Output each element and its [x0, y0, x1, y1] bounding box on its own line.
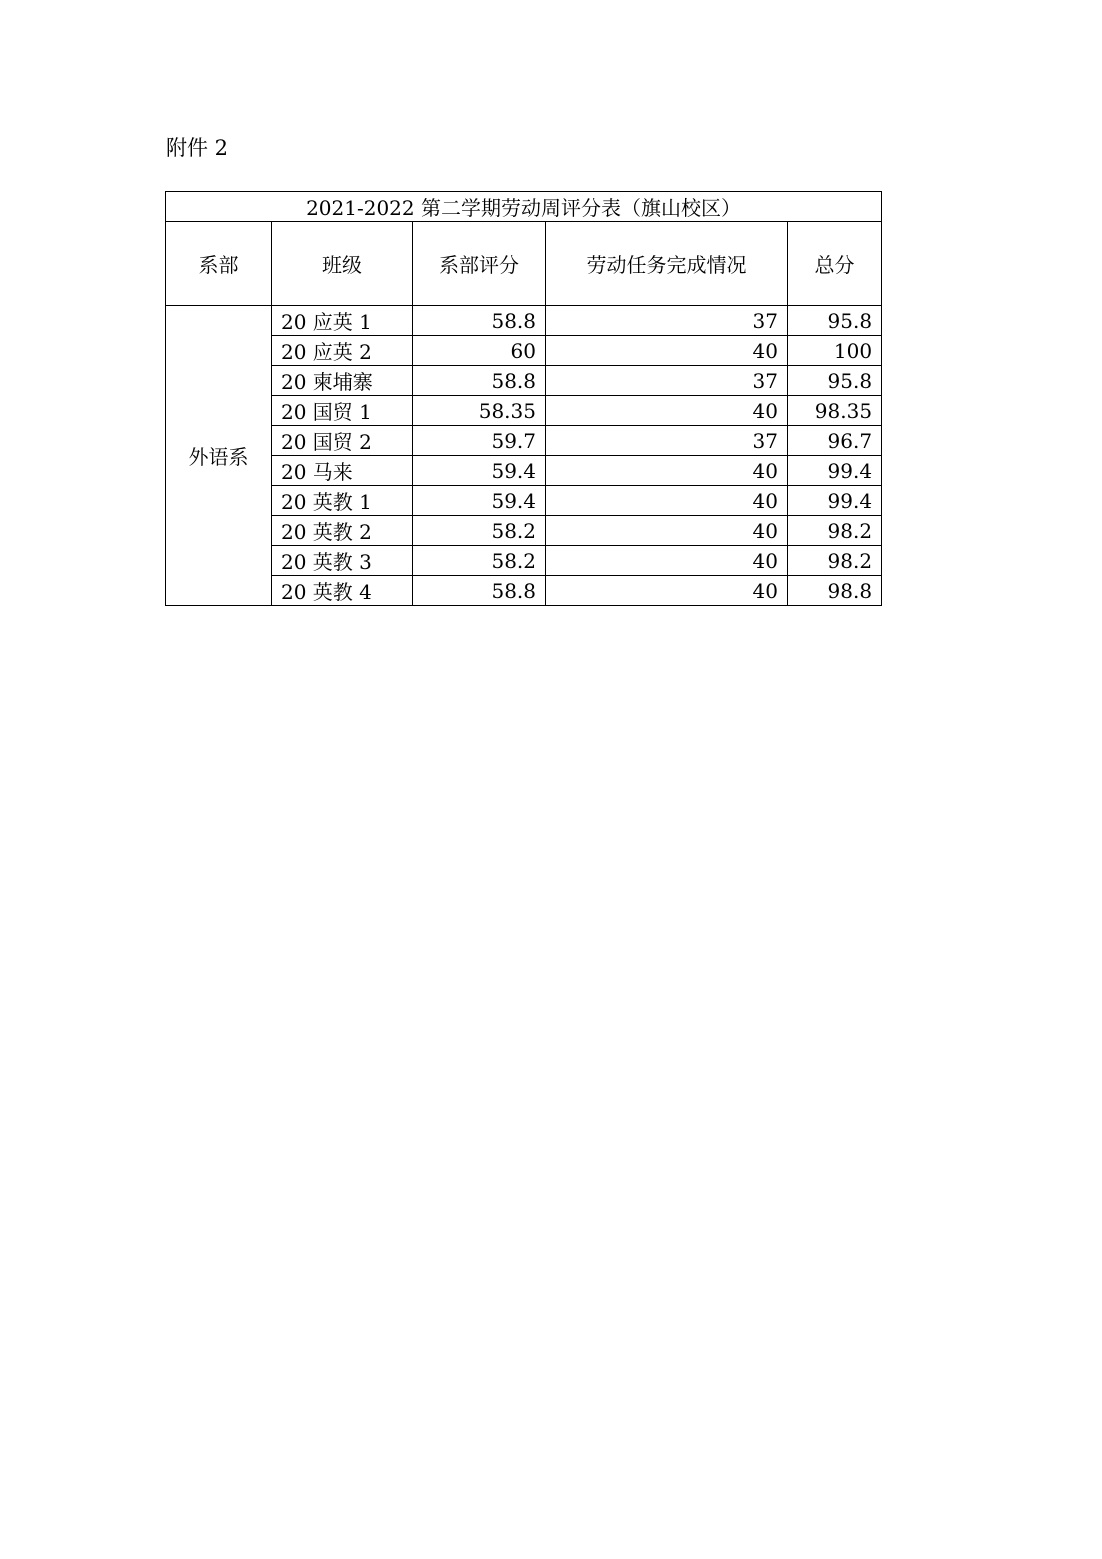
total-score-cell: 98.2 — [788, 516, 882, 546]
total-score-cell: 99.4 — [788, 486, 882, 516]
attachment-label: 附件 2 — [166, 136, 229, 160]
dept-score-cell: 59.7 — [413, 426, 546, 456]
task-score-cell: 37 — [546, 426, 788, 456]
class-cell: 20 国贸 2 — [272, 426, 413, 456]
dept-score-cell: 58.35 — [413, 396, 546, 426]
table-row — [166, 396, 882, 426]
task-score-cell: 37 — [546, 366, 788, 396]
task-score-cell: 40 — [546, 516, 788, 546]
total-score-cell: 100 — [788, 336, 882, 366]
total-score-cell: 98.35 — [788, 396, 882, 426]
class-cell: 20 英教 2 — [272, 516, 413, 546]
header-task-completion: 劳动任务完成情况 — [546, 222, 788, 306]
total-score-cell: 98.2 — [788, 546, 882, 576]
department-cell: 外语系 — [166, 306, 272, 606]
class-cell: 20 柬埔寨 — [272, 366, 413, 396]
total-score-cell: 96.7 — [788, 426, 882, 456]
dept-score-cell: 58.8 — [413, 576, 546, 606]
dept-score-cell: 58.8 — [413, 366, 546, 396]
header-total-score: 总分 — [788, 222, 882, 306]
header-class: 班级 — [272, 222, 413, 306]
table-row — [166, 306, 882, 336]
class-cell: 20 英教 1 — [272, 486, 413, 516]
class-cell: 20 国贸 1 — [272, 396, 413, 426]
table-row — [166, 486, 882, 516]
dept-score-cell: 59.4 — [413, 456, 546, 486]
table-title: 2021-2022 第二学期劳动周评分表（旗山校区） — [166, 192, 882, 222]
task-score-cell: 40 — [546, 546, 788, 576]
header-department: 系部 — [166, 222, 272, 306]
class-cell: 20 英教 4 — [272, 576, 413, 606]
dept-score-cell: 59.4 — [413, 486, 546, 516]
task-score-cell: 40 — [546, 486, 788, 516]
table-row — [166, 576, 882, 606]
dept-score-cell: 58.2 — [413, 516, 546, 546]
total-score-cell: 99.4 — [788, 456, 882, 486]
task-score-cell: 40 — [546, 576, 788, 606]
task-score-cell: 40 — [546, 396, 788, 426]
task-score-cell: 40 — [546, 336, 788, 366]
class-cell: 20 应英 1 — [272, 306, 413, 336]
dept-score-cell: 58.8 — [413, 306, 546, 336]
dept-score-cell: 58.2 — [413, 546, 546, 576]
dept-score-cell: 60 — [413, 336, 546, 366]
class-cell: 20 马来 — [272, 456, 413, 486]
total-score-cell: 98.8 — [788, 576, 882, 606]
class-cell: 20 英教 3 — [272, 546, 413, 576]
task-score-cell: 37 — [546, 306, 788, 336]
table-row — [166, 366, 882, 396]
header-row — [166, 222, 882, 306]
table-row — [166, 336, 882, 366]
total-score-cell: 95.8 — [788, 366, 882, 396]
task-score-cell: 40 — [546, 456, 788, 486]
table-row — [166, 426, 882, 456]
class-cell: 20 应英 2 — [272, 336, 413, 366]
total-score-cell: 95.8 — [788, 306, 882, 336]
header-dept-score: 系部评分 — [413, 222, 546, 306]
table-row — [166, 546, 882, 576]
score-table — [165, 191, 882, 606]
table-row — [166, 456, 882, 486]
table-row — [166, 516, 882, 546]
